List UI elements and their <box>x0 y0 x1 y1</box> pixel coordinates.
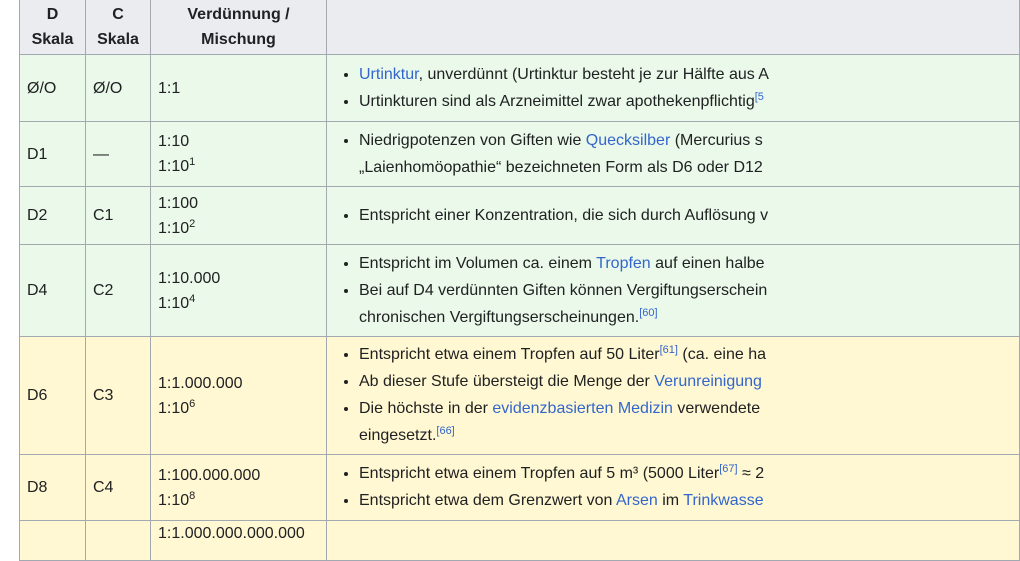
note-text: im <box>657 492 684 509</box>
notes-list <box>338 251 1012 330</box>
power-exponent: 2 <box>189 217 196 230</box>
cell-d-scale: D6 <box>20 337 86 455</box>
reference-link[interactable]: [5 <box>754 90 764 103</box>
cell-c-scale: C3 <box>86 337 151 455</box>
cell-c-scale: Ø/O <box>86 55 151 122</box>
reference-link[interactable]: [66] <box>436 425 455 437</box>
cell-c-scale: C2 <box>86 245 151 337</box>
power-exponent: 8 <box>189 489 196 502</box>
wiki-link[interactable]: Trinkwasse <box>683 492 764 509</box>
dilution-power <box>158 216 319 241</box>
notes-list <box>338 128 1012 180</box>
note-text: Bei auf D4 verdünnten Giften können Vergiftungserschein <box>359 281 768 299</box>
note-text: Entspricht etwa einem Tropfen auf 50 Liter <box>359 346 660 363</box>
header-d-scale[interactable] <box>20 0 86 55</box>
note-text: Niedrigpotenzen von Giften wie <box>359 131 586 149</box>
power-base: 1:10 <box>158 294 190 312</box>
note-continuation <box>359 305 1012 330</box>
reference-link[interactable]: [67] <box>719 463 738 475</box>
note-text: auf einen halbe <box>650 254 765 272</box>
table-row <box>20 55 1020 122</box>
table-row <box>20 187 1020 245</box>
table-body <box>20 55 1020 561</box>
cell-notes <box>327 122 1020 187</box>
dilution-ratio: 1:10 <box>158 133 190 150</box>
note-text: „Laienhomöopathie“ bezeichneten Form als D6 oder D12 <box>359 158 763 176</box>
note-text: Entspricht etwa einem Tropfen auf 5 m³ (5000 Liter <box>359 465 720 482</box>
cell-notes <box>327 187 1020 245</box>
cell-dilution <box>151 245 327 337</box>
note-item <box>359 278 1012 303</box>
dilution-ratio: 1:1.000.000.000.000 <box>158 525 305 542</box>
reference-link[interactable]: [61] <box>659 344 678 356</box>
table-row <box>20 455 1020 521</box>
header-dilution[interactable] <box>151 0 327 55</box>
note-continuation <box>359 423 1012 448</box>
note-item <box>359 251 1012 276</box>
note-item <box>359 369 1012 394</box>
wiki-link[interactable]: Tropfen <box>596 254 651 272</box>
table-row <box>20 337 1020 455</box>
cell-dilution <box>151 55 327 122</box>
header-row <box>20 0 1020 55</box>
cell-d-scale: D4 <box>20 245 86 337</box>
note-text: eingesetzt. <box>359 427 437 444</box>
dilution-ratio: 1:100 <box>158 194 199 212</box>
header-d-scale-line2: Skala <box>31 30 74 48</box>
cell-d-scale <box>20 521 86 561</box>
power-exponent: 1 <box>189 156 196 168</box>
notes-list <box>338 203 1012 228</box>
cell-dilution <box>151 521 327 561</box>
cell-d-scale: D1 <box>20 122 86 187</box>
cell-dilution <box>151 187 327 245</box>
reference-link[interactable]: [60] <box>639 306 658 319</box>
notes-list <box>338 461 1012 513</box>
note-item <box>359 396 1012 421</box>
header-c-scale[interactable] <box>86 0 151 55</box>
header-dilution-line2: Mischung <box>201 30 276 48</box>
note-item <box>359 62 1012 87</box>
power-exponent: 6 <box>189 397 196 410</box>
dilution-power <box>158 154 319 179</box>
note-text: , unverdünnt (Urtinktur besteht je zur Hälfte aus A <box>418 65 769 83</box>
note-text: Entspricht einer Konzentration, die sich durch Auflösung v <box>359 206 769 224</box>
potency-table <box>19 0 1020 561</box>
power-base: 1:10 <box>158 158 190 175</box>
note-item <box>359 461 1012 486</box>
notes-list <box>338 62 1012 114</box>
dilution-power <box>158 291 319 316</box>
notes-list <box>338 342 1012 448</box>
note-text: Urtinkturen sind als Arzneimittel zwar apothekenpflichtig <box>359 92 755 110</box>
cell-dilution <box>151 455 327 521</box>
cell-notes <box>327 245 1020 337</box>
dilution-ratio: 1:100.000.000 <box>158 466 261 484</box>
table-row <box>20 245 1020 337</box>
cell-c-scale <box>86 521 151 561</box>
dilution-ratio: 1:1.000.000 <box>158 374 243 392</box>
dilution-ratio: 1:1 <box>158 79 181 97</box>
wiki-link[interactable]: Quecksilber <box>585 131 671 149</box>
header-dilution-line1: Verdünnung / <box>187 5 290 23</box>
dilution-power <box>158 488 319 513</box>
wiki-link[interactable]: Verunreinigung <box>654 373 762 390</box>
cell-c-scale: C4 <box>86 455 151 521</box>
cell-notes <box>327 337 1020 455</box>
power-exponent: 4 <box>189 292 196 305</box>
note-item <box>359 89 1012 114</box>
note-text: ≈ 2 <box>737 465 765 482</box>
header-d-scale-line1: D <box>46 5 59 23</box>
header-notes <box>327 0 1020 55</box>
power-base: 1:10 <box>158 219 190 237</box>
wiki-link[interactable]: Urtinktur <box>359 65 419 83</box>
cell-d-scale: D8 <box>20 455 86 521</box>
cell-d-scale: Ø/O <box>20 55 86 122</box>
table-row <box>20 122 1020 187</box>
note-item <box>359 203 1012 228</box>
cell-c-scale: C1 <box>86 187 151 245</box>
dilution-ratio: 1:10.000 <box>158 269 221 287</box>
cell-c-scale: — <box>86 122 151 187</box>
table-row <box>20 521 1020 561</box>
cell-notes <box>327 55 1020 122</box>
cell-notes <box>327 521 1020 561</box>
wiki-link[interactable]: Arsen <box>616 492 658 509</box>
cell-dilution <box>151 122 327 187</box>
note-text: (Mercurius s <box>670 131 763 149</box>
cell-dilution <box>151 337 327 455</box>
power-base: 1:10 <box>158 491 190 509</box>
note-item <box>359 488 1012 513</box>
note-text: (ca. eine ha <box>677 346 767 363</box>
dilution-power <box>158 396 319 421</box>
note-text: chronischen Vergiftungserscheinungen. <box>359 308 640 326</box>
note-text: Entspricht etwa dem Grenzwert von <box>359 492 616 509</box>
note-continuation <box>359 155 1012 180</box>
power-base: 1:10 <box>158 399 190 417</box>
note-text: Die höchste in der <box>359 400 493 417</box>
cell-notes <box>327 455 1020 521</box>
header-c-scale-line1: C <box>112 5 124 23</box>
cell-d-scale: D2 <box>20 187 86 245</box>
note-item <box>359 128 1012 153</box>
note-item <box>359 342 1012 367</box>
header-c-scale-line2: Skala <box>97 30 139 48</box>
note-text: verwendete <box>672 400 761 417</box>
wiki-link[interactable]: evidenzbasierten Medizin <box>492 400 673 417</box>
note-text: Ab dieser Stufe übersteigt die Menge der <box>359 373 655 390</box>
note-text: Entspricht im Volumen ca. einem <box>359 254 597 272</box>
